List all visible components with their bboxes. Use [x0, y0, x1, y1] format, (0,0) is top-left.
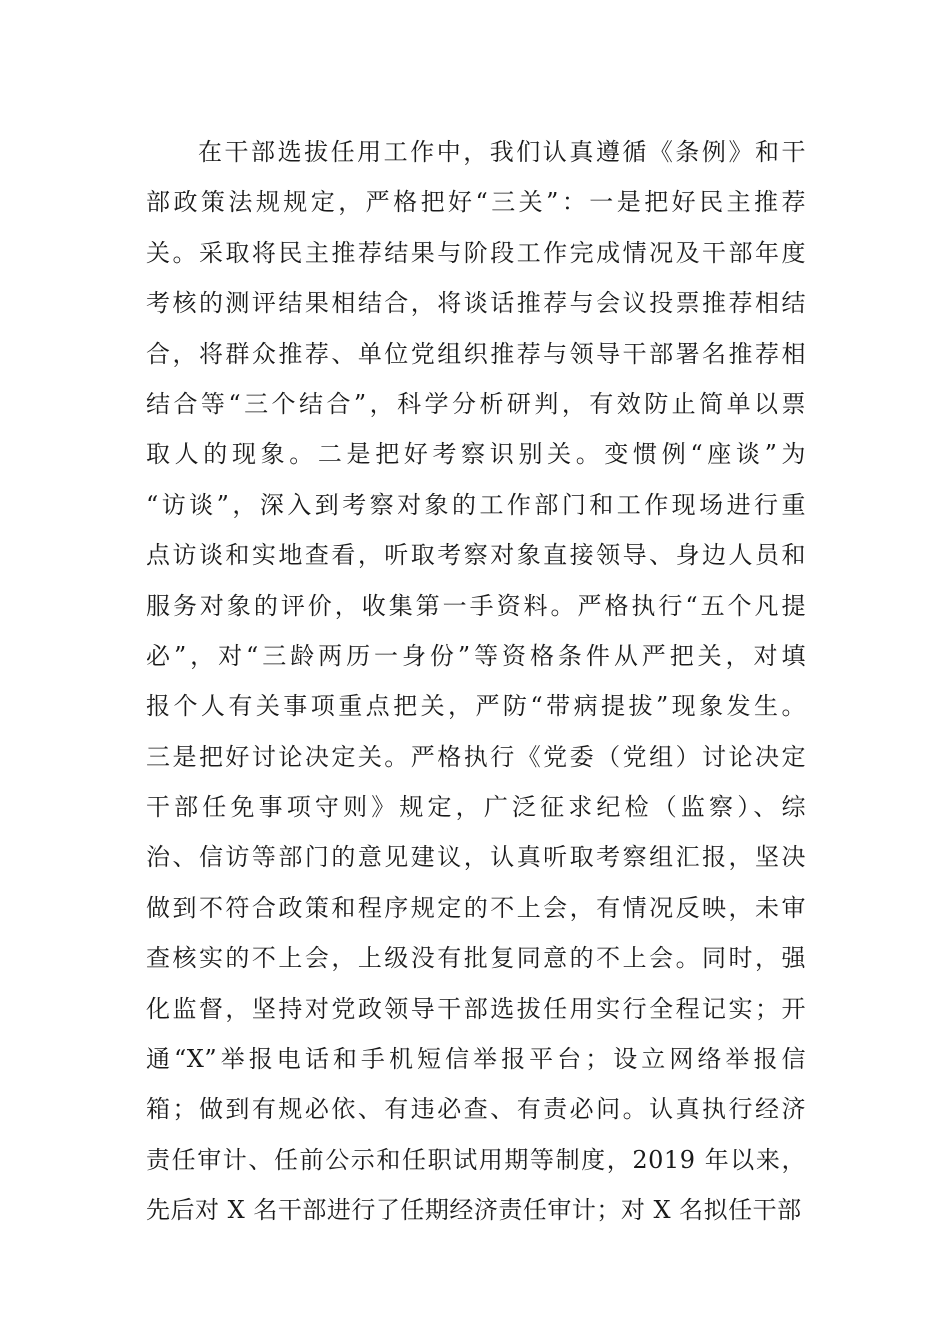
- body-paragraph: [146, 127, 806, 1236]
- text-line: 化监督，坚持对党政领导干部选拔任用实行全程记实；开: [146, 994, 806, 1023]
- text-line: 干部任免事项守则》规定，广泛征求纪检（监察）、综: [146, 793, 806, 822]
- text-line: 结合等“三个结合”，科学分析研判，有效防止简单以票: [146, 389, 806, 418]
- text-line: 治、信访等部门的意见建议，认真听取考察组汇报，坚决: [146, 843, 806, 872]
- text-line: 做到不符合政策和程序规定的不上会，有情况反映，未审: [146, 893, 806, 922]
- text-line: 三是把好讨论决定关。严格执行《党委（党组）讨论决定: [146, 742, 806, 771]
- text-line: 考核的测评结果相结合，将谈话推荐与会议投票推荐相结: [146, 289, 806, 318]
- text-line: 箱；做到有规必依、有违必查、有责必问。认真执行经济: [146, 1095, 806, 1124]
- text-line: 合，将群众推荐、单位党组织推荐与领导干部署名推荐相: [146, 339, 806, 368]
- text-line: 在干部选拔任用工作中，我们认真遵循《条例》和干: [198, 138, 806, 166]
- text-line: “访谈”，深入到考察对象的工作部门和工作现场进行重: [146, 490, 806, 519]
- text-line: 服务对象的评价，收集第一手资料。严格执行“五个凡提: [146, 591, 806, 620]
- text-line: 点访谈和实地查看，听取考察对象直接领导、身边人员和: [146, 541, 806, 570]
- text-line: 部政策法规规定，严格把好“三关”：一是把好民主推荐: [146, 188, 806, 217]
- text-line: 先后对 X 名干部进行了任期经济责任审计；对 X 名拟任干部: [146, 1196, 802, 1225]
- text-line: 责任审计、任前公示和任职试用期等制度，2019 年以来，: [146, 1145, 806, 1174]
- text-line: 关。采取将民主推荐结果与阶段工作完成情况及干部年度: [146, 238, 806, 267]
- text-line: 取人的现象。二是把好考察识别关。变惯例“座谈”为: [146, 440, 806, 469]
- text-line: 通“X”举报电话和手机短信举报平台；设立网络举报信: [146, 1045, 806, 1074]
- text-line: 必”，对“三龄两历一身份”等资格条件从严把关，对填: [146, 641, 806, 670]
- text-line: 报个人有关事项重点把关，严防“带病提拔”现象发生。: [146, 692, 806, 721]
- text-line: 查核实的不上会，上级没有批复同意的不上会。同时，强: [146, 944, 806, 973]
